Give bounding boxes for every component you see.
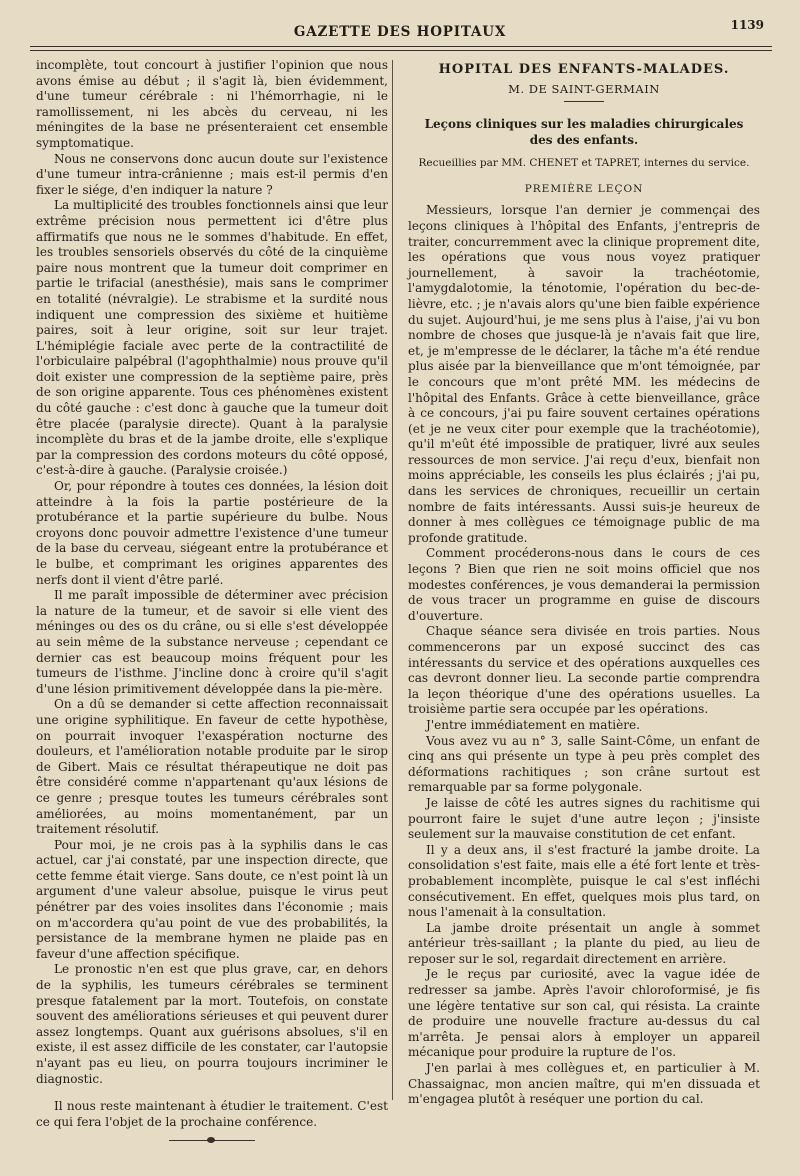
left-paragraph: On a dû se demander si cette affection reconnaissait une origine syphilitique. En faveur de cette hypothèse, on pourrait invoquer l'exaspération nocturne des douleurs, et l'amélioration notable produite par le sirop de Gibert. Mais ce résultat thérapeutique ne doit pas être considéré comme n'appartenant qu'aux lésions de ce genre ; presque toutes les tumeurs cérébrales sont améliorées, au moins momentanément, par un traitement résolutif.: [36, 697, 388, 837]
left-paragraph: Nous ne conservons donc aucun doute sur l'existence d'une tumeur intra-crânienne ; mais est-il permis d'en fixer le siége, d'en indiquer la nature ?: [36, 151, 388, 197]
page-number: 1139: [730, 18, 764, 32]
header-rule-thin: [30, 50, 772, 51]
right-paragraph: J'entre immédiatement en matière.: [426, 717, 640, 732]
collected-by: Recueillies par MM. CHENET et TAPRET, internes du service.: [418, 157, 750, 170]
left-paragraph: Or, pour répondre à toutes ces données, la lésion doit atteindre à la fois la partie postérieure de la protubérance et la partie supérieure du bulbe. Nous croyons donc pouvoir admettre l'existence d'une tumeur de la base du cerveau, siégeant entre la protubérance et le bulbe, et comprimant les origines apparentes des nerfs dont il vient d'être parlé.: [36, 479, 388, 587]
column-divider: [392, 60, 393, 1100]
lecture-title: Leçons cliniques sur les maladies chirurgicales des des enfants.: [424, 117, 744, 148]
spacer: [36, 1087, 388, 1099]
header-rule: [30, 46, 772, 47]
left-paragraph: Pour moi, je ne crois pas à la syphilis dans le cas actuel, car j'ai constaté, par une inspection directe, que cette femme était vierge. Sans doute, ce n'est point là un argument d'une valeur absolue, puisque le virus peut pénétrer par des voies insolites dans l'économie ; mais on m'accordera qu'au point de vue des probabilités, la persistance de la membrane hymen ne plaide pas en faveur d'une affection spécifique.: [36, 837, 388, 961]
end-ornament-rule: [169, 1140, 255, 1141]
page-header: [30, 14, 770, 42]
right-paragraph: J'en parlai à mes collègues et, en particulier à M. Chassaignac, mon ancien maître, qui m'en dissuada et m'engagea plutôt à reséquer une portion du cal.: [408, 1061, 760, 1107]
left-closing-paragraph: Il nous reste maintenant à étudier le traitement. C'est ce qui fera l'objet de la prochaine conférence.: [36, 1099, 388, 1129]
right-paragraph: Il y a deux ans, il s'est fracturé la jambe droite. La consolidation s'est faite, mais elle a été fort lente et très-probablement incomplète, puisque le cal s'est infléchi consécutivement. En effet, quelques mois plus tard, on nous l'amenait à la consultation.: [408, 842, 760, 920]
right-paragraph: Je le reçus par curiosité, avec la vague idée de redresser sa jambe. Après l'avoir chloroformisé, je fis une légère tentative sur son cal, qui résista. La crainte de produire une nouvelle fracture au-dessus du cal m'arrêta. Je pensai alors à employer un appareil mécanique pour produire la rupture de l'os.: [408, 967, 760, 1060]
right-paragraph: Messieurs, lorsque l'an dernier je commençai des leçons cliniques à l'hôpital des Enfants, j'entrepris de traiter, concurremment avec la clinique proprement dite, les opérations que vous nous voyez pratiquer journellement, à savoir la trachéotomie, l'amygdalotomie, la ténotomie, l'opération du bec-de-lièvre, etc. ; je n'avais alors qu'une bien faible expérience du sujet. Aujourd'hui, je me sens plus à l'aise, j'ai vu bon nombre de choses que jusque-là je n'avais fait que lire, et, je m'empresse de le déclarer, la tâche m'a été rendue plus aisée par la bienveillance que m'ont témoignée, par le concours que m'ont prêté MM. les médecins de l'hôpital des Enfants. Grâce à cette bienveillance, grâce à ce concours, j'ai pu faire souvent certaines opérations (et je ne veux citer pour exemple que la trachéotomie), qu'il m'eût été impossible de pratiquer, livré aux seules ressources de mon service. J'ai reçu d'eux, bienfait non moins appréciable, les conseils les plus éclairés ; j'ai pu, dans les services de chroniques, recueillir un certain nombre de faits intéressants. Aussi suis-je heureux de donner à mes collègues ce témoignage public de ma profonde gratitude.: [408, 203, 761, 545]
right-paragraph: Chaque séance sera divisée en trois parties. Nous commencerons par un exposé succinct des cas intéressants du service et des opérations auxquelles ces cas devront donner lieu. La seconde partie comprendra la leçon théorique d'une des opérations usuelles. La troisième partie sera occupée par les opérations.: [408, 624, 760, 717]
left-paragraph: La multiplicité des troubles fonctionnels ainsi que leur extrême précision nous permettent ici d'être plus affirmatifs que nous ne le sommes d'habitude. En effet, les troubles sensoriels observés du côté de la cinquième paire nous montrent que la tumeur doit comprimer en partie le trifacial (anesthésie), mais sans le comprimer en totalité (névralgie). Le strabisme et la surdité nous indiquent une compression des sixième et huitième paires, soit à leur origine, soit sur leur trajet. L'hémiplégie faciale avec perte de la contractilité de l'orbiculaire palpébral (l'agophthalmie) nous prouve qu'il doit exister une compression de la septième paire, près de son origine apparente. Tous ces phénomènes existent du côté gauche : c'est donc à gauche que la tumeur doit être placée (paralysie directe). Quant à la paralysie incomplète du bras et de la jambe droite, elle s'explique par la compression des cordons moteurs du côté opposé, c'est-à-dire à gauche. (Paralysie croisée.): [36, 198, 388, 478]
left-paragraph: Le pronostic n'en est que plus grave, car, en dehors de la syphilis, les tumeurs cérébrales se terminent presque fatalement par la mort. Toutefois, on constate souvent des améliorations sérieuses et qui peuvent durer assez longtemps. Quant aux guérisons absolues, s'il en existe, il est assez difficile de les constater, car l'autopsie n'ayant pas eu lieu, on pourra toujours incriminer le diagnostic.: [36, 962, 388, 1086]
right-paragraph: Comment procéderons-nous dans le cours de ces leçons ? Bien que rien ne soit moins officiel que nos modestes conférences, je vous demanderai la permission de vous tracer un programme en guise de discours d'ouverture.: [408, 546, 760, 623]
right-paragraph: Vous avez vu au n° 3, salle Saint-Côme, un enfant de cinq ans qui présente un type à peu près complet des déformations rachitiques ; son crâne surtout est remarquable par sa forme polygonale.: [408, 733, 760, 795]
lesson-number: PREMIÈRE LEÇON: [524, 182, 644, 195]
left-column: [36, 58, 388, 1141]
right-column: [408, 60, 760, 1108]
journal-title: GAZETTE DES HOPITAUX: [293, 24, 507, 40]
right-paragraph: Je laisse de côté les autres signes du rachitisme qui pourront faire le sujet d'une autre leçon ; j'insiste seulement sur la mauvaise constitution de cet enfant.: [408, 795, 760, 842]
left-paragraph: Il me paraît impossible de déterminer avec précision la nature de la tumeur, et de savoir si elle vient des méninges ou des os du crâne, ou si elle s'est développée au sein même de la substance nerveuse ; cependant ce dernier cas est beaucoup moins fréquent pour les tumeurs de l'isthme. J'incline donc à croire qu'il s'agit d'une lésion primitivement développée dans la pie-mère.: [36, 588, 388, 696]
author-name: M. DE SAINT-GERMAIN: [508, 81, 660, 96]
short-rule: [564, 101, 604, 102]
left-paragraph: incomplète, tout concourt à justifier l'opinion que nous avons émise au début ; il s'agit là, bien évidemment, d'une tumeur cérébrale : ni l'hémorrhagie, ni le ramollissement, ni les abcès du cerveau, ni les méningites de la base ne présenteraient cet ensemble symptomatique.: [36, 58, 388, 150]
right-paragraph: La jambe droite présentait un angle à sommet antérieur très-saillant ; la plante du pied, au lieu de reposer sur le sol, regardait directement en arrière.: [408, 920, 760, 966]
hospital-title: HOPITAL DES ENFANTS-MALADES.: [438, 62, 730, 77]
